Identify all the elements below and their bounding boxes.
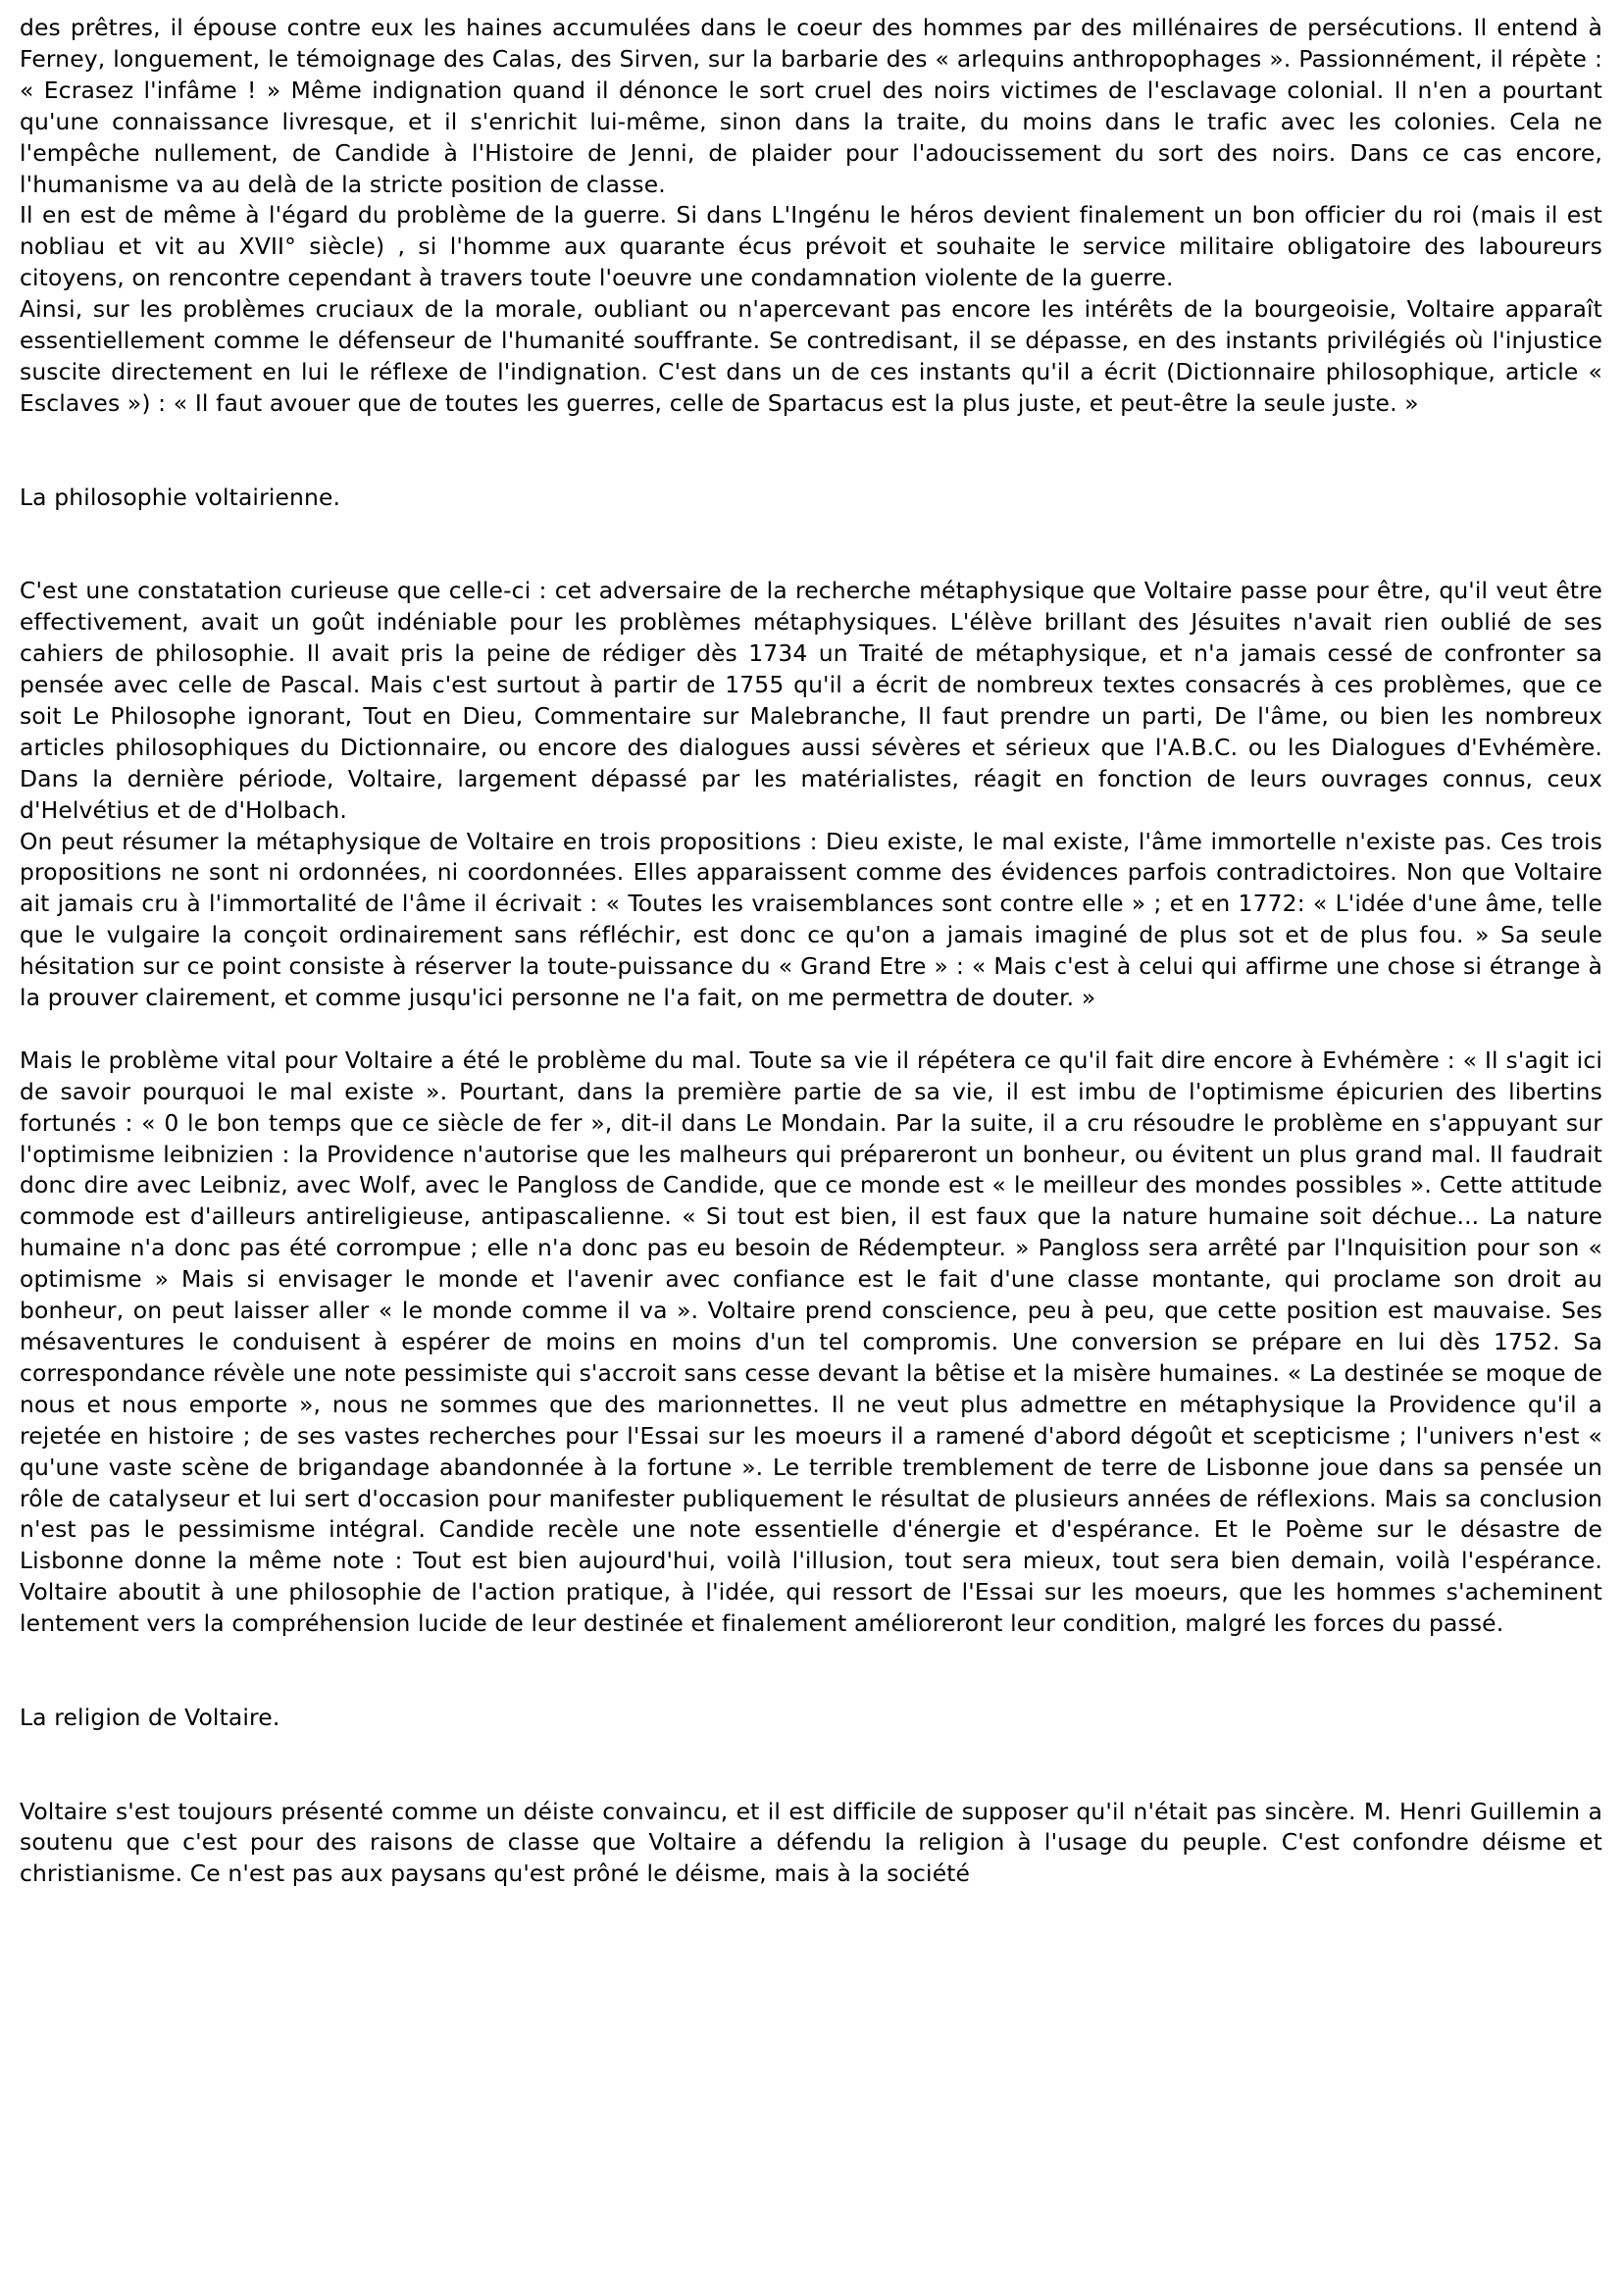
paragraph-humanisme: des prêtres, il épouse contre eux les haines accumulées dans le coeur des hommes par des millénaires de persécutions. Il entend à Ferney, longuement, le témoignage des Calas, des Sirven, sur la barbarie des « arlequins anthropophages ». Passionnément, il répète : « Ecrasez l'infâme ! » Même indignation quand il dénonce le sort cruel des noirs victimes de l'esclavage colonial. Il n'en a pourtant qu'une connaissance livresque, et il s'enrichit lui-même, sinon dans la traite, du moins dans le trafic avec les colonies. Cela ne l'empêche nullement, de Candide à l'Histoire de Jenni, de plaider pour l'adoucissement du sort des noirs. Dans ce cas encore, l'humanisme va au delà de la stricte position de classe.: [20, 14, 1602, 198]
section-heading-religion: La religion de Voltaire.: [20, 1703, 280, 1731]
document-page: [20, 13, 1602, 1890]
spacer: [20, 420, 1602, 483]
spacer: [20, 1014, 1602, 1045]
paragraph-guerre: Il en est de même à l'égard du problème de la guerre. Si dans L'Ingénu le héros devient finalement un bon officier du roi (mais il est nobliau et vit au XVII° siècle) , si l'homme aux quarante écus prévoit et souhaite le service militaire obligatoire des laboureurs citoyens, on rencontre cependant à travers toute l'oeuvre une condamnation violente de la guerre.: [20, 201, 1602, 292]
paragraph-morale: Ainsi, sur les problèmes cruciaux de la morale, oubliant ou n'apercevant pas encore les intérêts de la bourgeoisie, Voltaire apparaît essentiellement comme le défenseur de l'humanité souffrante. Se contredisant, il se dépasse, en des instants privilégiés où l'injustice suscite directement en lui le réflexe de l'indignation. C'est dans un de ces instants qu'il a écrit (Dictionnaire philosophique, article « Esclaves ») : « Il faut avouer que de toutes les guerres, celle de Spartacus est la plus juste, et peut-être la seule juste. »: [20, 295, 1602, 417]
paragraph-probleme-du-mal: Mais le problème vital pour Voltaire a été le problème du mal. Toute sa vie il répétera ce qu'il fait dire encore à Evhémère : « Il s'agit ici de savoir pourquoi le mal existe ». Pourtant, dans la première partie de sa vie, il est imbu de l'optimisme épicurien des libertins fortunés : « 0 le bon temps que ce siècle de fer », dit-il dans Le Mondain. Par la suite, il a cru résoudre le problème en s'appuyant sur l'optimisme leibnizien : la Providence n'autorise que les malheurs qui prépareront un bonheur, ou évitent un plus grand mal. Il faudrait donc dire avec Leibniz, avec Wolf, avec le Pangloss de Candide, que ce monde est « le meilleur des mondes possibles ». Cette attitude commode est d'ailleurs antireligieuse, antipascalienne. « Si tout est bien, il est faux que la nature humaine soit déchue... La nature humaine n'a donc pas été corrompue ; elle n'a donc pas eu besoin de Rédempteur. » Pangloss sera arrêté par l'Inquisition pour son « optimisme » Mais si envisager le monde et l'avenir avec confiance est le fait d'une classe montante, qui proclame son droit au bonheur, on peut laisser aller « le monde comme il va ». Voltaire prend conscience, peu à peu, que cette position est mauvaise. Ses mésaventures le conduisent à espérer de moins en moins d'un tel compromis. Une conversion se prépare en lui dès 1752. Sa correspondance révèle une note pessimiste qui s'accroit sans cesse devant la bêtise et la misère humaines. « La destinée se moque de nous et nous emporte », nous ne sommes que des marionnettes. Il ne veut plus admettre en métaphysique la Providence qu'il a rejetée en histoire ; de ses vastes recherches pour l'Essai sur les moeurs il a ramené d'abord dégoût et scepticisme ; l'univers n'est « qu'une vaste scène de brigandage abandonnée à la fortune ». Le terrible tremblement de terre de Lisbonne joue dans sa pensée un rôle de catalyseur et lui sert d'occasion pour manifester publiquement le résultat de plusieurs années de réflexions. Mais sa conclusion n'est pas le pessimisme intégral. Candide recèle une note essentielle d'énergie et d'espérance. Et le Poème sur le désastre de Lisbonne donne la même note : Tout est bien aujourd'hui, voilà l'illusion, tout sera mieux, tout sera bien demain, voilà l'espérance. Voltaire aboutit à une philosophie de l'action pratique, à l'idée, qui ressort de l'Essai sur les moeurs, que les hommes s'acheminent lentement vers la compréhension lucide de leur destinée et finalement amélioreront leur condition, malgré les forces du passé.: [20, 1045, 1602, 1638]
spacer: [20, 1734, 1602, 1797]
paragraph-metaphysique: C'est une constatation curieuse que celle-ci : cet adversaire de la recherche métaphysique que Voltaire passe pour être, qu'il veut être effectivement, avait un goût indéniable pour les problèmes métaphysiques. L'élève brillant des Jésuites n'avait rien oublié de ses cahiers de philosophie. Il avait pris la peine de rédiger dès 1734 un Traité de métaphysique, et n'a jamais cessé de confronter sa pensée avec celle de Pascal. Mais c'est surtout à partir de 1755 qu'il a écrit de nombreux textes consacrés à ces problèmes, que ce soit Le Philosophe ignorant, Tout en Dieu, Commentaire sur Malebranche, Il faut prendre un parti, De l'âme, ou bien les nombreux articles philosophiques du Dictionnaire, ou encore des dialogues aussi sévères et sérieux que l'A.B.C. ou les Dialogues d'Evhémère. Dans la dernière période, Voltaire, largement dépassé par les matérialistes, réagit en fonction de leurs ouvrages connus, ceux d'Helvétius et de d'Holbach.: [20, 577, 1602, 824]
paragraph-trois-propositions: On peut résumer la métaphysique de Voltaire en trois propositions : Dieu existe, le mal existe, l'âme immortelle n'existe pas. Ces trois propositions ne sont ni ordonnées, ni coordonnées. Elles apparaissent comme des évidences parfois contradictoires. Non que Voltaire ait jamais cru à l'immortalité de l'âme il écrivait : « Toutes les vraisemblances sont contre elle » ; et en 1772: « L'idée d'une âme, telle que le vulgaire la conçoit ordinairement sans réfléchir, est donc ce qu'on a jamais imaginé de plus sot et de plus fou. » Sa seule hésitation sur ce point consiste à réserver la toute-puissance du « Grand Etre » : « Mais c'est à celui qui affirme une chose si étrange à la prouver clairement, et comme jusqu'ici personne ne l'a fait, on me permettra de douter. »: [20, 827, 1602, 1012]
spacer: [20, 1640, 1602, 1703]
section-heading-philosophie: La philosophie voltairienne.: [20, 483, 341, 511]
spacer: [20, 513, 1602, 576]
paragraph-deisme: Voltaire s'est toujours présenté comme un déiste convaincu, et il est difficile de supposer qu'il n'était pas sincère. M. Henri Guillemin a soutenu que c'est pour des raisons de classe que Voltaire a défendu la religion à l'usage du peuple. C'est confondre déisme et christianisme. Ce n'est pas aux paysans qu'est prôné le déisme, mais à la société: [20, 1797, 1602, 1888]
